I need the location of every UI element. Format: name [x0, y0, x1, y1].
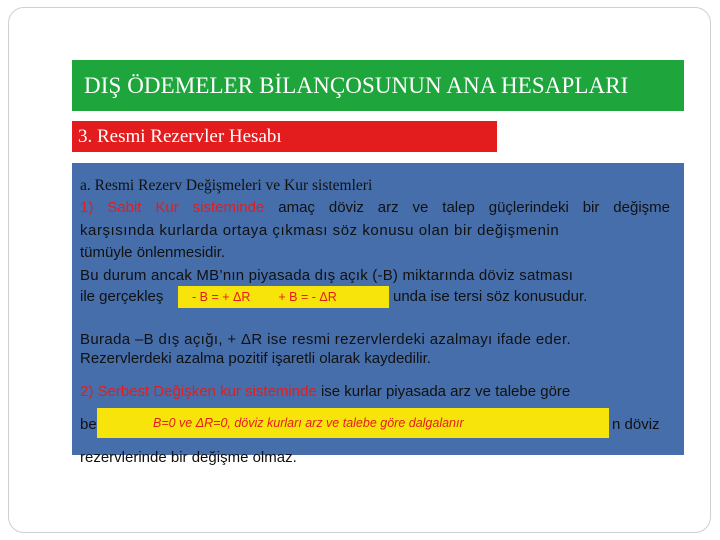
- p1-line1: [80, 199, 670, 217]
- formula-3: B=0 ve ΔR=0, döviz kurları arz ve talebe göre dalgalanır: [153, 416, 464, 430]
- p3-line1: Burada –B dış açığı, + ΔR ise resmi rezervlerdeki azalmayı ifade eder.: [80, 331, 571, 348]
- p2-line2-end: unda ise tersi söz konusudur.: [393, 288, 588, 305]
- p2-line2-start: ile gerçekleş: [80, 288, 164, 305]
- p4-line1-rest: ise kurlar piyasada arz ve talebe göre: [316, 383, 571, 400]
- formula-1: - B = + ΔR: [192, 290, 251, 304]
- p2-line1: Bu durum ancak MB’nın piyasada dış açık (-B) miktarında döviz satması: [80, 267, 574, 284]
- p4-line3: rezervlerinde bir değişme olmaz.: [80, 449, 297, 466]
- formula-box-1: [178, 286, 389, 308]
- heading-a: a. Resmi Rezerv Değişmeleri ve Kur sistemleri: [80, 177, 373, 194]
- title-bar: [72, 60, 684, 111]
- p1-line2: karşısında kurlarda ortaya çıkması söz konusu olan bir değişmenin: [80, 222, 560, 239]
- p4-red-lead: 2) Serbest Değişken kur sisteminde: [80, 383, 317, 400]
- section-bar: [72, 121, 497, 152]
- p4-line1: [80, 383, 570, 401]
- p1-red-lead: 1) Sabit Kur sisteminde: [80, 199, 265, 216]
- formula-2: + B = - ΔR: [278, 290, 337, 304]
- p1-line3: tümüyle önlenmesidir.: [80, 244, 226, 261]
- formula-box-2: [97, 408, 609, 438]
- slide-title: DIŞ ÖDEMELER BİLANÇOSUNUN ANA HESAPLARI: [84, 72, 629, 98]
- p1-line1-rest: amaç döviz arz ve talep güçlerindeki bir değişme: [264, 199, 670, 216]
- p3-line2: Rezervlerdeki azalma pozitif işaretli olarak kaydedilir.: [80, 350, 431, 367]
- p4-line2-start: be: [80, 416, 97, 433]
- p4-line2-end: n döviz: [612, 416, 660, 433]
- section-heading: 3. Resmi Rezervler Hesabı: [78, 125, 282, 147]
